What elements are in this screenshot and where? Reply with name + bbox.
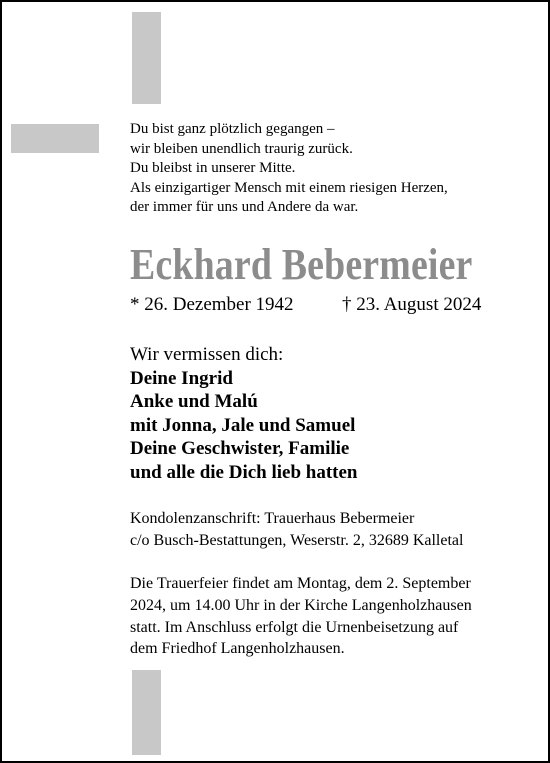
cross-crossbeam bbox=[11, 124, 99, 153]
mourner-line: Deine Ingrid bbox=[130, 367, 233, 389]
death-date: † 23. August 2024 bbox=[342, 294, 482, 315]
mourner-line: mit Jonna, Jale und Samuel bbox=[130, 414, 356, 436]
mourners-block bbox=[130, 343, 358, 484]
cross-top-beam bbox=[132, 12, 161, 104]
service-line: statt. Im Anschluss erfolgt die Urnenbeisetzung auf bbox=[130, 618, 459, 636]
poem-block bbox=[130, 120, 448, 218]
deceased-name: Eckhard Bebermeier bbox=[130, 240, 473, 289]
funeral-service-info bbox=[130, 573, 472, 660]
poem-line: der immer für uns und Andere da war. bbox=[130, 199, 359, 215]
poem-line: Als einzigartiger Mensch mit einem riesigen Herzen, bbox=[130, 179, 448, 196]
service-line: dem Friedhof Langenholzhausen. bbox=[130, 640, 345, 658]
mourner-line: Deine Geschwister, Familie bbox=[130, 438, 350, 459]
condolence-line: Kondolenzanschrift: Trauerhaus Bebermeier bbox=[130, 510, 415, 527]
life-dates bbox=[130, 293, 482, 317]
cross-bottom-beam bbox=[132, 670, 161, 755]
service-line: 2024, um 14.00 Uhr in der Kirche Langenholzhausen bbox=[130, 596, 472, 614]
birth-date: * 26. Dezember 1942 bbox=[130, 294, 294, 315]
condolence-address bbox=[130, 508, 463, 551]
poem-line: Du bist ganz plötzlich gegangen – bbox=[130, 121, 335, 137]
mourner-line: und alle die Dich lieb hatten bbox=[130, 461, 358, 483]
mourner-line: Anke und Malú bbox=[130, 391, 258, 412]
poem-line: wir bleiben unendlich traurig zurück. bbox=[130, 140, 353, 157]
service-line: Die Trauerfeier findet am Montag, dem 2. September bbox=[130, 575, 471, 592]
condolence-line: c/o Busch-Bestattungen, Weserstr. 2, 32689 Kalletal bbox=[130, 531, 464, 549]
poem-line: Du bleibst in unserer Mitte. bbox=[130, 160, 296, 176]
mourners-intro: Wir vermissen dich: bbox=[130, 344, 284, 365]
